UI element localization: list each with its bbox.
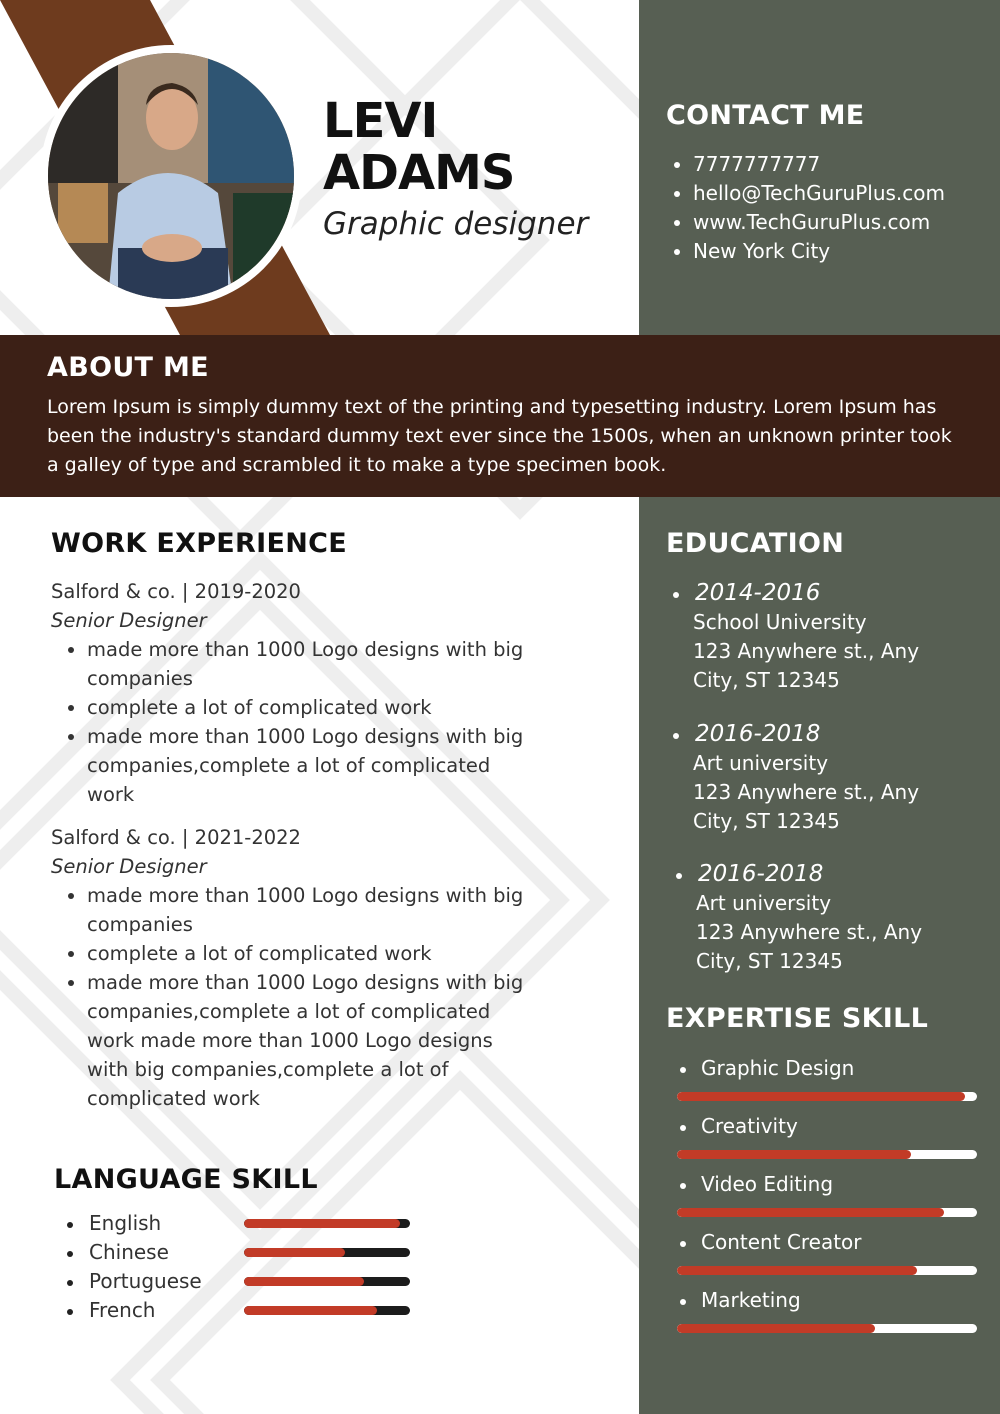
education-school: School University xyxy=(693,610,867,634)
education-address: 123 Anywhere st., Any City, ST 12345 xyxy=(693,780,920,833)
expertise-level-fill xyxy=(677,1150,911,1159)
contact-phone: • 7777777777 xyxy=(693,150,945,179)
expertise-item xyxy=(677,1112,977,1162)
job-bullet: • made more than 1000 Logo designs with big companies,complete a lot of complicated work xyxy=(87,722,531,809)
language-item xyxy=(62,1209,422,1238)
expertise-level-fill xyxy=(677,1266,917,1275)
language-level-fill xyxy=(244,1277,364,1286)
expertise-item xyxy=(677,1286,977,1336)
contact-list xyxy=(666,150,945,266)
job-company-period: Salford & co. | 2021-2022 xyxy=(51,826,301,849)
education-entry xyxy=(669,720,969,836)
expertise-level-track xyxy=(677,1092,977,1101)
expertise-name: Content Creator xyxy=(677,1228,862,1257)
language-level-fill xyxy=(244,1219,400,1228)
expertise-name: Marketing xyxy=(677,1286,801,1315)
job-bullet: • made more than 1000 Logo designs with big companies xyxy=(87,881,531,939)
education-address: 123 Anywhere st., Any City, ST 12345 xyxy=(693,639,920,692)
education-entry xyxy=(672,860,972,976)
expertise-level-track xyxy=(677,1324,977,1333)
job-bullets xyxy=(51,635,531,809)
job-title: Graphic designer xyxy=(323,206,589,242)
education-school: Art university xyxy=(696,891,832,915)
language-item xyxy=(62,1296,422,1325)
language-level-fill xyxy=(244,1248,345,1257)
language-level-track xyxy=(244,1277,410,1286)
expertise-level-track xyxy=(677,1266,977,1275)
education-heading: EDUCATION xyxy=(666,528,845,559)
expertise-level-fill xyxy=(677,1208,944,1217)
contact-email: • hello@TechGuruPlus.com xyxy=(693,179,945,208)
job-bullets xyxy=(51,881,531,1113)
job-bullet: • made more than 1000 Logo designs with big companies,complete a lot of complicated work made more than 1000 Logo designs with big companies,complete a lot of complicated work xyxy=(87,968,531,1113)
job-bullet: • made more than 1000 Logo designs with big companies xyxy=(87,635,531,693)
contact-heading: CONTACT ME xyxy=(666,100,865,131)
education-years: 2016-2018 xyxy=(669,720,969,749)
language-name: French xyxy=(89,1298,156,1322)
expertise-name: Graphic Design xyxy=(677,1054,854,1083)
profile-photo xyxy=(48,53,294,299)
expertise-item xyxy=(677,1228,977,1278)
job-bullet: • complete a lot of complicated work xyxy=(87,939,531,968)
job-company-period: Salford & co. | 2019-2020 xyxy=(51,580,301,603)
job-role: Senior Designer xyxy=(51,609,207,632)
language-level-track xyxy=(244,1248,410,1257)
education-years: 2014-2016 xyxy=(669,579,969,608)
expertise-level-track xyxy=(677,1150,977,1159)
language-item xyxy=(62,1267,422,1296)
education-address: 123 Anywhere st., Any City, ST 12345 xyxy=(696,920,923,973)
language-name: Chinese xyxy=(89,1240,169,1264)
expertise-item xyxy=(677,1054,977,1104)
language-level-fill xyxy=(244,1306,377,1315)
job-entry xyxy=(51,577,531,809)
language-item xyxy=(62,1238,422,1267)
job-bullet: • complete a lot of complicated work xyxy=(87,693,531,722)
contact-website: • www.TechGuruPlus.com xyxy=(693,208,945,237)
first-name: LEVI xyxy=(323,93,438,149)
expertise-item xyxy=(677,1170,977,1220)
language-level-track xyxy=(244,1219,410,1228)
language-name: English xyxy=(89,1211,162,1235)
language-name: Portuguese xyxy=(89,1269,202,1293)
expertise-name: Creativity xyxy=(677,1112,798,1141)
language-level-track xyxy=(244,1306,410,1315)
expertise-level-track xyxy=(677,1208,977,1217)
about-text: Lorem Ipsum is simply dummy text of the printing and typesetting industry. Lorem Ipsum has been the industry's standard dummy text ever since the 1500s, when an unknown printer took a galley of type and scrambled it to make a type specimen book. xyxy=(47,396,952,476)
education-entry xyxy=(669,579,969,695)
last-name: ADAMS xyxy=(323,145,515,201)
language-skill-heading: LANGUAGE SKILL xyxy=(54,1164,318,1195)
expertise-level-fill xyxy=(677,1324,875,1333)
expertise-level-fill xyxy=(677,1092,965,1101)
contact-location: • New York City xyxy=(693,237,945,266)
language-list xyxy=(62,1209,422,1325)
job-role: Senior Designer xyxy=(51,855,207,878)
expertise-name: Video Editing xyxy=(677,1170,833,1199)
education-years: 2016-2018 xyxy=(672,860,972,889)
expertise-skill-heading: EXPERTISE SKILL xyxy=(666,1003,929,1034)
job-entry xyxy=(51,823,531,1113)
education-school: Art university xyxy=(693,751,829,775)
work-experience-heading: WORK EXPERIENCE xyxy=(51,528,347,559)
about-heading: ABOUT ME xyxy=(47,352,209,383)
